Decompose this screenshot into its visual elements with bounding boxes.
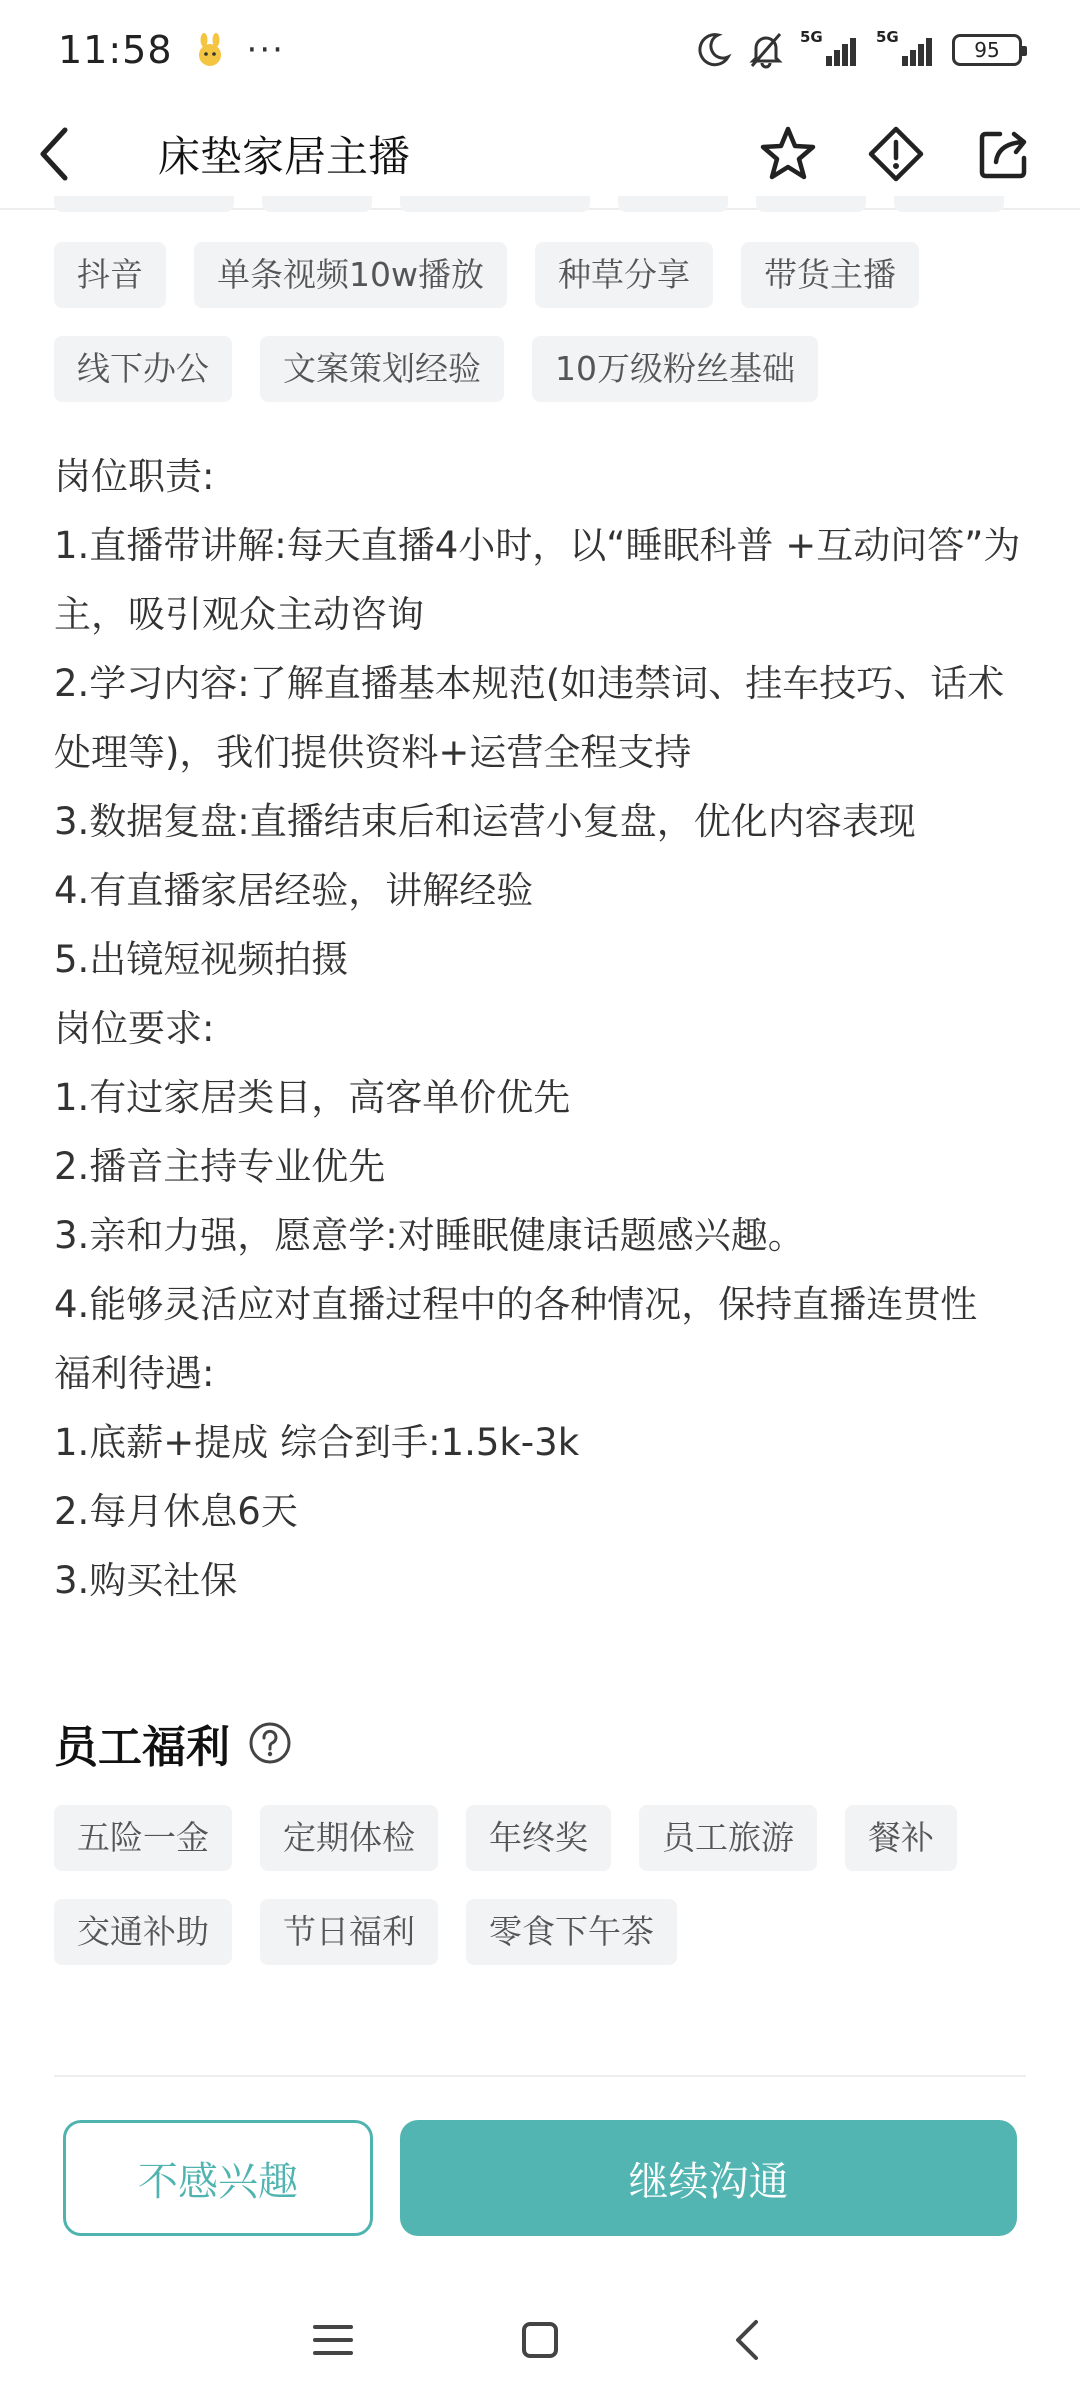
star-icon: [758, 124, 818, 184]
signal-5g-2-label: 5G: [876, 28, 899, 46]
nav-menu-button[interactable]: [298, 2305, 368, 2375]
desc-line: 3.亲和力强，愿意学:对睡眠健康话题感兴趣。: [54, 1214, 805, 1257]
nav-back-button[interactable]: [712, 2305, 782, 2375]
job-tag: 文案策划经验: [260, 336, 504, 402]
status-time: 11:58: [58, 28, 173, 72]
desc-line: 2.每月休息6天: [54, 1490, 298, 1533]
desc-line: 1.底薪+提成 综合到手:1.5k-3k: [54, 1421, 580, 1464]
clipped-tag-row: [54, 196, 1014, 212]
job-tag: 抖音: [54, 242, 166, 308]
share-icon: [974, 124, 1034, 184]
welfare-tag: 五险一金: [54, 1805, 232, 1871]
job-tag: 单条视频10w播放: [194, 242, 507, 308]
back-arrow-icon: [35, 126, 75, 182]
welfare-tag: 年终奖: [466, 1805, 611, 1871]
job-tag: 种草分享: [535, 242, 713, 308]
job-tag: 10万级粉丝基础: [532, 336, 818, 402]
job-tags-row-1: [54, 242, 1026, 308]
job-tags: [54, 242, 1026, 402]
clipped-tag: [54, 196, 234, 212]
system-nav-bar: [0, 2290, 1080, 2390]
warning-icon: [866, 124, 926, 184]
welfare-tag: 交通补助: [54, 1899, 232, 1965]
job-detail-content: [0, 212, 1080, 1993]
welfare-tag: 员工旅游: [639, 1805, 817, 1871]
do-not-disturb-moon-icon: [694, 31, 732, 69]
section-divider: [54, 2075, 1026, 2077]
desc-line: 3.数据复盘:直播结束后和运营小复盘，优化内容表现: [54, 800, 916, 843]
clipped-tag: [400, 196, 590, 212]
clipped-tag: [894, 196, 1004, 212]
battery-level: 95: [974, 38, 1000, 62]
desc-line: 5.出镜短视频拍摄: [54, 938, 349, 981]
status-left: [58, 28, 285, 72]
app-mascot-icon: [195, 33, 225, 67]
signal-5g-2-icon: [876, 30, 938, 70]
more-notifications-icon: ···: [246, 30, 285, 70]
desc-line: 2.播音主持专业优先: [54, 1145, 386, 1188]
desc-line: 2.学习内容:了解直播基本规范(如违禁词、挂车技巧、话术处理等)，我们提供资料+运营全程支持: [54, 662, 1005, 774]
muted-bell-icon: [746, 30, 786, 70]
desc-line: 1.有过家居类目，高客单价优先: [54, 1076, 571, 1119]
battery-icon: [952, 34, 1022, 66]
report-button[interactable]: [858, 116, 934, 192]
desc-line: 岗位职责:: [54, 455, 215, 498]
status-bar: [0, 0, 1080, 100]
welfare-tags: [54, 1805, 1026, 1965]
desc-line: 福利待遇:: [54, 1352, 215, 1395]
not-interested-button[interactable]: 不感兴趣: [63, 2120, 373, 2236]
desc-line: 岗位要求:: [54, 1007, 215, 1050]
signal-5g-1-icon: [800, 30, 862, 70]
welfare-tags-row-1: [54, 1805, 1026, 1871]
desc-line: 1.直播带讲解:每天直播4小时，以“睡眠科普 +互动问答”为主，吸引观众主动咨询: [54, 524, 1021, 636]
page-title: 床垫家居主播: [158, 132, 411, 181]
home-square-icon: [520, 2320, 560, 2360]
desc-line: 3.购买社保: [54, 1559, 238, 1602]
back-button[interactable]: [0, 99, 110, 209]
bottom-action-bar: [0, 2120, 1080, 2236]
welfare-tag: 餐补: [845, 1805, 957, 1871]
welfare-tags-row-2: [54, 1899, 1026, 1965]
welfare-title-text: 员工福利: [54, 1722, 230, 1773]
continue-chat-button[interactable]: 继续沟通: [400, 2120, 1017, 2236]
menu-icon: [312, 2322, 354, 2358]
welfare-tag: 零食下午茶: [466, 1899, 677, 1965]
job-tag: 带货主播: [741, 242, 919, 308]
job-description: [54, 442, 1026, 1615]
nav-home-button[interactable]: [505, 2305, 575, 2375]
signal-5g-1-label: 5G: [800, 28, 823, 46]
clipped-tag: [756, 196, 866, 212]
header-actions: [750, 116, 1080, 192]
help-question-icon[interactable]: [248, 1721, 292, 1765]
clipped-tag: [618, 196, 728, 212]
desc-line: 4.能够灵活应对直播过程中的各种情况，保持直播连贯性: [54, 1283, 978, 1326]
favorite-button[interactable]: [750, 116, 826, 192]
nav-back-icon: [732, 2318, 762, 2362]
job-tags-row-2: [54, 336, 1026, 402]
welfare-tag: 定期体检: [260, 1805, 438, 1871]
clipped-tag: [262, 196, 372, 212]
welfare-tag: 节日福利: [260, 1899, 438, 1965]
app-header: [0, 100, 1080, 210]
status-right: [694, 30, 1022, 70]
desc-line: 4.有直播家居经验，讲解经验: [54, 869, 534, 912]
welfare-section-title: [54, 1711, 1026, 1775]
share-button[interactable]: [966, 116, 1042, 192]
job-tag: 线下办公: [54, 336, 232, 402]
